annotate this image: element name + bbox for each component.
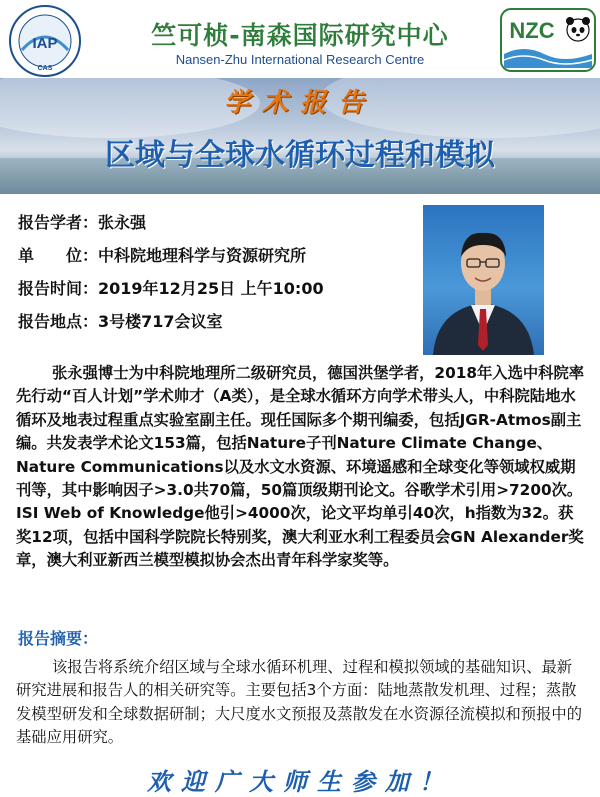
header <box>0 0 600 78</box>
iap-logo <box>8 4 82 78</box>
time-label: 报告时间： <box>18 279 99 298</box>
iap-logo-sub: CAS <box>37 65 53 72</box>
unit-value: 中科院地理科学与资源研究所 <box>98 246 307 265</box>
centre-title-cn: 竺可桢-南森国际研究中心 <box>151 21 449 50</box>
title-banner <box>0 78 600 194</box>
abstract-text: 该报告将系统介绍区域与全球水循环机理、过程和模拟领域的基础知识、最新研究进展和报告人的相关研究等。主要包括3个方面：陆地蒸散发机理、过程；蒸散发模型研发和全球数据研制；大尺度水文预报及蒸散发在水资源径流模拟和预报中的基础应用研究。 <box>16 658 582 747</box>
speaker-bio: 张永强博士为中科院地理所二级研究员，德国洪堡学者，2018年入选中科院率先行动“百人计划”学术帅才（A类），是全球水循环方向学术带头人，中科院陆地水循环及地表过程重点实验室副主任。现任国际多个期刊编委，包括JGR-Atmos副主编。共发表学术论文153篇，包括Nature子刊Nature Climate Change、Nature Communications以及水文水资源、环境遥感和全球变化等领域权威期刊等，其中影响因子>3.0共70篇，50篇顶级期刊论文。谷歌学术引用>7200次。ISI Web of Knowledge他引>4000次，论文平均单引40次，h指数为32。获奖12项，包括中国科学院院长特别奖，澳大利亚水利工程委员会GN Alexander奖章，澳大利亚新西兰模型模拟协会杰出青年科学家奖等。 <box>16 364 585 570</box>
unit-label: 单 位： <box>18 246 99 265</box>
event-type-title: 学术报告 <box>223 88 376 118</box>
speaker-label: 报告学者： <box>18 213 99 232</box>
time-value: 2019年12月25日 上午10:00 <box>98 279 324 298</box>
abstract-label: 报告摘要： <box>18 629 99 648</box>
place-value: 3号楼717会议室 <box>98 312 223 331</box>
place-row <box>18 309 223 332</box>
talk-title: 区域与全球水循环过程和模拟 <box>105 138 495 173</box>
speaker-name: 张永强 <box>98 213 147 232</box>
speaker-photo <box>423 205 544 355</box>
iap-logo-text: IAP <box>32 35 58 52</box>
nzc-logo <box>500 8 596 72</box>
welcome-footer: 欢迎广大师生参加！ <box>147 767 453 796</box>
time-row <box>18 276 324 299</box>
unit-row <box>18 243 306 266</box>
speaker-row <box>18 210 146 233</box>
speaker-portrait <box>423 205 544 355</box>
centre-title-en: Nansen-Zhu International Research Centre <box>175 52 425 67</box>
nzc-logo-text: NZC <box>509 18 555 43</box>
place-label: 报告地点： <box>18 312 99 331</box>
